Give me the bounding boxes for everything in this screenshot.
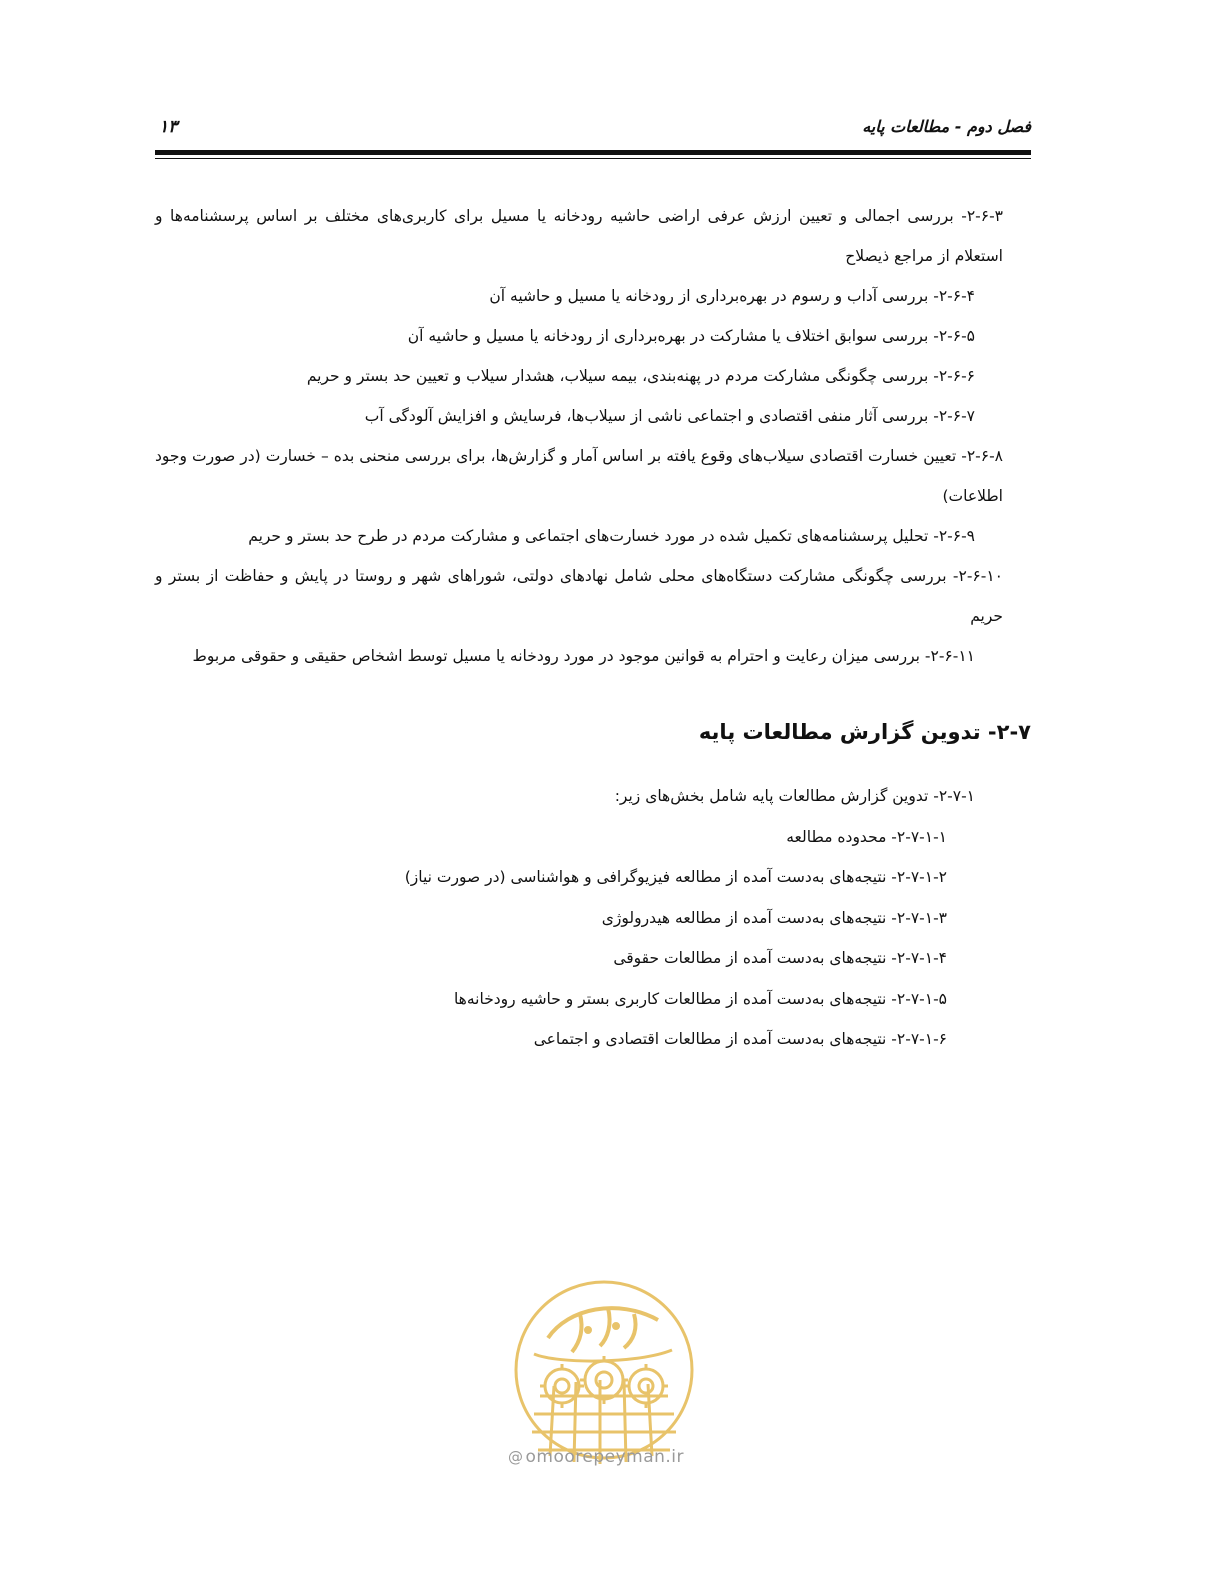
- chapter-title: فصل دوم - مطالعات پایه: [862, 117, 1031, 136]
- header-rule-thick: [155, 150, 1031, 155]
- paragraph-2-6-9: ۲-۶-۹- تحلیل پرسشنامه‌های تکمیل شده در مورد خسارت‌های اجتماعی و مشارکت مردم در طرح حد بستر و حریم: [248, 527, 975, 545]
- paragraph-2-6-8: ۲-۶-۸- تعیین خسارت اقتصادی سیلاب‌های وقوع یافته بر اساس آمار و گزارش‌ها، برای بررسی منحنی بده – خسارت (در صورت وجود اطلاعات): [155, 447, 1003, 505]
- header-rule-thin: [155, 158, 1031, 159]
- list-item: ۲-۷-۱-۶- نتیجه‌های به‌دست آمده از مطالعات اقتصادی و اجتماعی: [533, 1030, 947, 1048]
- paragraph-2-6-7: ۲-۶-۷- بررسی آثار منفی اقتصادی و اجتماعی ناشی از سیلاب‌ها، فرسایش و افزایش آلودگی آب: [364, 407, 975, 425]
- list-item: ۲-۷-۱-۲- نتیجه‌های به‌دست آمده از مطالعه فیزیوگرافی و هواشناسی (در صورت نیاز): [404, 868, 947, 886]
- watermark-site-text: omoorepeyman.ir: [525, 1447, 685, 1467]
- list-intro: ۲-۷-۱- تدوین گزارش مطالعات پایه شامل بخش‌های زیر:: [614, 787, 975, 805]
- paragraph-2-6-4: ۲-۶-۴- بررسی آداب و رسوم در بهره‌برداری از رودخانه یا مسیل و حاشیه آن: [489, 287, 975, 305]
- at-icon: @: [508, 1448, 524, 1466]
- paragraph-2-6-5: ۲-۶-۵- بررسی سوابق اختلاف یا مشارکت در بهره‌برداری از رودخانه یا مسیل و حاشیه آن: [407, 327, 975, 345]
- paragraph-2-6-3: ۲-۶-۳- بررسی اجمالی و تعیین ارزش عرفی اراضی حاشیه رودخانه یا مسیل برای کاربری‌های مختلف بر اساس پرسشنامه‌ها و استعلام از مراجع ذیصلاح: [155, 207, 1003, 265]
- list-item: ۲-۷-۱-۱- محدوده مطالعه: [786, 827, 947, 846]
- page-number: ۱۳: [159, 117, 178, 137]
- watermark-site: [508, 1447, 708, 1467]
- page-header: [155, 115, 1031, 147]
- paragraph-2-6-11: ۲-۶-۱۱- بررسی میزان رعایت و احترام به قوانین موجود در مورد رودخانه یا مسیل توسط اشخاص حقیقی و حقوقی مربوط: [192, 647, 975, 665]
- body-text: [155, 196, 1003, 676]
- list-item: ۲-۷-۱-۴- نتیجه‌های به‌دست آمده از مطالعات حقوقی: [613, 949, 947, 967]
- section-heading: ۲-۷- تدوین گزارش مطالعات پایه: [698, 720, 1031, 744]
- paragraph-2-6-6: ۲-۶-۶- بررسی چگونگی مشارکت مردم در پهنه‌بندی، بیمه سیلاب، هشدار سیلاب و تعیین حد بستر و حریم: [306, 367, 975, 385]
- paragraph-2-6-10: ۲-۶-۱۰- بررسی چگونگی مشارکت دستگاه‌های محلی شامل نهادهای دولتی، شوراهای شهر و روستا در پایش و حفاظت از بستر و حریم: [155, 567, 1003, 625]
- list-item: ۲-۷-۱-۳- نتیجه‌های به‌دست آمده از مطالعه هیدرولوژی: [601, 908, 947, 927]
- list-item: ۲-۷-۱-۵- نتیجه‌های به‌دست آمده از مطالعات کاربری بستر و حاشیه رودخانه‌ها: [453, 989, 947, 1008]
- report-outline-list: [155, 776, 1003, 1060]
